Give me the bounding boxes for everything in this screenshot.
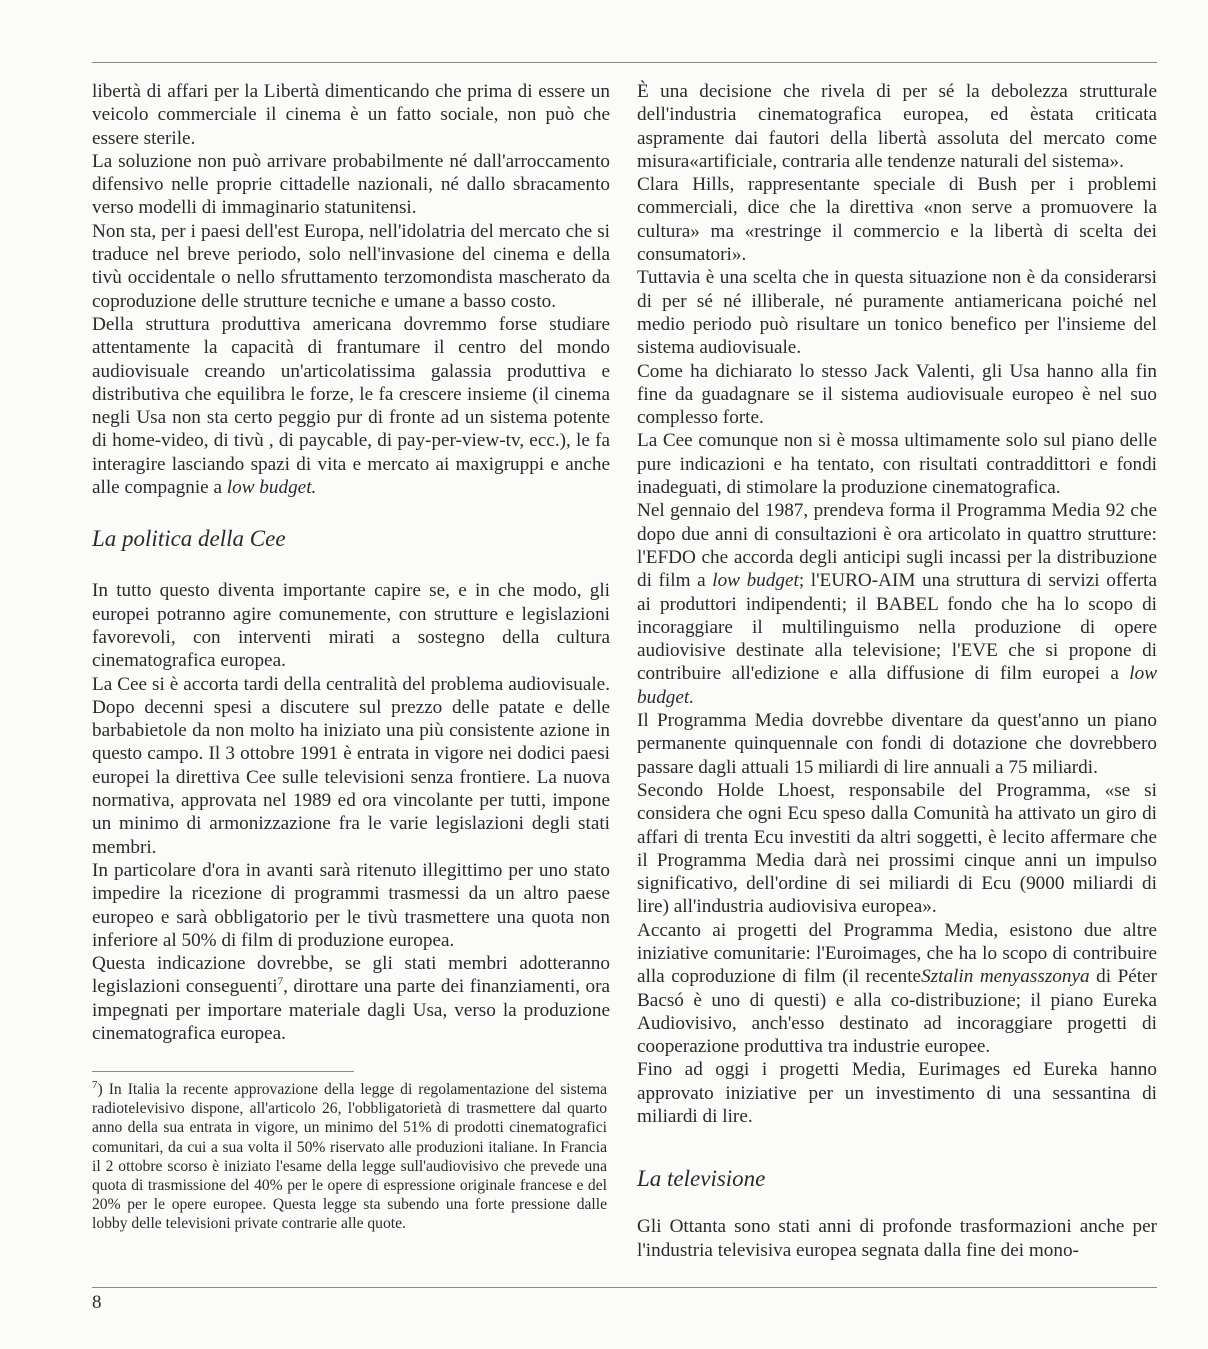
paragraph-text: ; l'EURO-AIM una struttura di servizi offerta ai produttori indipendenti; il BABEL fondo che ha lo scopo di incoraggiare il multilinguismo nella produzione di opere audiovisive destinate alla televisione; l'EVE che si propone di contribuire all'edizione e alla diffusione di film europei a [637, 570, 1158, 685]
footnote [92, 1080, 607, 1234]
paragraph [92, 313, 610, 499]
paragraph: La Cee comunque non si è mossa ultimamente solo sul piano delle pure indicazioni e ha tentato, con risultati contraddittori e fondi inadeguati, di stimolare la produzione cinematografica. [637, 430, 1157, 499]
italic-term: low budget [712, 570, 799, 592]
footnote-rule [92, 1071, 354, 1072]
paragraph-text: Questa indicazione dovrebbe, se gli stati membri adotteranno legislazioni conseguenti [92, 953, 610, 998]
paragraph: La Cee si è accorta tardi della centralità del problema audiovisuale. Dopo decenni spesi a discutere sul prezzo delle patate e delle barbabietole da non molto ha iniziato una più consistente azione in questo campo. Il 3 ottobre 1991 è entrata in vigore nei dodici paesi europei la direttiva Cee sulle televisioni senza frontiere. La nuova normativa, approvata nel 1989 ed ora vincolante per tutti, impone un minimo di armonizzazione fra le varie legislazioni degli stati membri. [92, 673, 610, 858]
paragraph: Tuttavia è una scelta che in questa situazione non è da considerarsi di per sé né illiberale, né puramente antiamericana poiché nel medio periodo può risultare un tonico benefico per l'insieme del sistema audiovisuale. [637, 267, 1157, 359]
paragraph: Clara Hills, rappresentante speciale di Bush per i problemi commerciali, dice che la direttiva «non serve a promuovere la cultura» ma «restringe il commercio e la libertà di scelta dei consumatori». [637, 174, 1157, 266]
footnote-marker: 7 [92, 1078, 98, 1091]
paragraph: In tutto questo diventa importante capire se, e in che modo, gli europei potranno agire comunemente, con strutture e legislazioni favorevoli, con interventi mirati a sostegno della cultura cinematografica europea. [92, 580, 610, 672]
paragraph: Secondo Holde Lhoest, responsabile del Programma, «se si considera che ogni Ecu speso dalla Comunità ha attivato un giro di affari di trenta Ecu investiti da altri soggetti, è lecito affermare che il Programma Media darà nei prossimi cinque anni un impulso significativo, dell'ordine di sei miliardi di Ecu (9000 miliardi di lire) all'industria audiovisiva europea». [637, 779, 1157, 918]
paragraph-text: Nel gennaio del 1987, prendeva forma il Programma Media 92 che dopo due anni di consultazioni è ora articolato in quattro strutture: l'EFDO che accorda degli anticipi sugli incassi per la distribuzione di film a [637, 500, 1157, 592]
paragraph-text: , dirottare una parte dei finanziamenti, ora impegnati per importare materiale dagli Usa, verso la produzione cinematografica europea. [92, 976, 610, 1044]
bottom-rule [92, 1287, 1157, 1288]
paragraph: La soluzione non può arrivare probabilmente né dall'arroccamento difensivo nelle proprie cittadelle nazionali, né dallo sbracamento verso modelli di immaginario statunitensi. [92, 150, 610, 219]
italic-term: low budget. [226, 477, 317, 499]
paragraph: È una decisione che rivela di per sé la debolezza strutturale dell'industria cinematografica europea, ed èstata criticata aspramente dai fautori della libertà assoluta del mercato come misura«artificiale, contraria alle tendenze naturali del sistema». [637, 81, 1157, 172]
right-column [637, 80, 1157, 1262]
paragraph: Fino ad oggi i progetti Media, Eurimages ed Eureka hanno approvato iniziative per un investimento di una sessantina di miliardi di lire. [637, 1059, 1157, 1128]
paragraph [92, 952, 610, 1045]
paragraph [637, 919, 1157, 1059]
section-heading: La politica della Cee [92, 526, 286, 552]
paragraph: libertà di affari per la Libertà dimenticando che prima di essere un veicolo commerciale il cinema è un fatto sociale, non può che essere sterile. [92, 81, 610, 149]
paragraph-text: di Péter Bacsó è uno di questi) e alla co-distribuzione; il piano Eureka Audiovisivo, anch'esso destinato ad incoraggiare progetti di cooperazione produttiva tra industrie europee. [637, 966, 1158, 1058]
paragraph: In particolare d'ora in avanti sarà ritenuto illegittimo per uno stato impedire la ricezione di programmi trasmessi da un altro paese europeo e sarà obbligatorio per le tivù trasmettere una quota non inferiore al 50% di film di produzione europea. [92, 859, 610, 951]
italic-title: Sztalin menyasszonya [921, 966, 1090, 988]
paragraph-text: Accanto ai progetti del Programma Media, esistono due altre iniziative comunitarie: l'Euroimages, che ha lo scopo di contribuire alla coproduzione di film (il recente [637, 919, 1157, 988]
paragraph: Gli Ottanta sono stati anni di profonde trasformazioni anche per l'industria televisiva europea segnata dalla fine dei mono- [637, 1216, 1157, 1261]
paragraph: Come ha dichiarato lo stesso Jack Valenti, gli Usa hanno alla fin fine da guadagnare se il sistema audiovisuale europeo è nel suo complesso forte. [637, 360, 1157, 429]
top-rule [92, 62, 1157, 63]
footnote-text: ) In Italia la recente approvazione della legge di regolamentazione del sistema radiotelevisivo dispone, all'articolo 26, l'obbligatorietà di trasmettere dal quarto anno della sua entrata in vigore, un minimo del 51% di prodotti cinematografici comunitari, da cui a sua volta il 50% riservato alle produzioni italiane. In Francia il 2 ottobre scorso è iniziato l'esame della legge sull'audiovisivo che prevede una quota di trasmissione del 40% per le opere di espressione originale francese e del 20% per le opere europee. Questa legge sta subendo una forte pressione dalle lobby delle televisioni private contrarie alle quote. [92, 1081, 607, 1233]
section-heading: La televisione [637, 1166, 766, 1192]
paragraph: Non sta, per i paesi dell'est Europa, nell'idolatria del mercato che si traduce nel breve periodo, solo nell'invasione del cinema e della tivù occidentale o nello sfruttamento terzomondista mascherato da coproduzione delle strutture tecniche e umane a basso costo. [92, 220, 610, 312]
italic-term: low budget. [637, 663, 1158, 708]
paragraph-text: Della struttura produttiva americana dovremmo forse studiare attentamente la capacità di frantumare il centro del mondo audiovisuale creando un'articolatissima galassia produttiva e distributiva che equilibra le forze, le fa crescere insieme (il cinema negli Usa non sta certo peggio pur di fronte ad un sistema potente di home-video, di tivù , di paycable, di pay-per-view-tv, ecc.), le fa interagire lasciando spazi di vita e mercato ai maxigruppi e anche alle compagnie a [92, 313, 610, 499]
paragraph: Il Programma Media dovrebbe diventare da quest'anno un piano permanente quinquennale con fondi di dotazione che dovrebbero passare dagli attuali 15 miliardi di lire annuali a 75 miliardi. [637, 710, 1157, 778]
footnote-ref: 7 [277, 976, 284, 988]
page-number: 8 [92, 1292, 102, 1313]
paragraph [637, 499, 1157, 709]
left-column [92, 80, 610, 1045]
